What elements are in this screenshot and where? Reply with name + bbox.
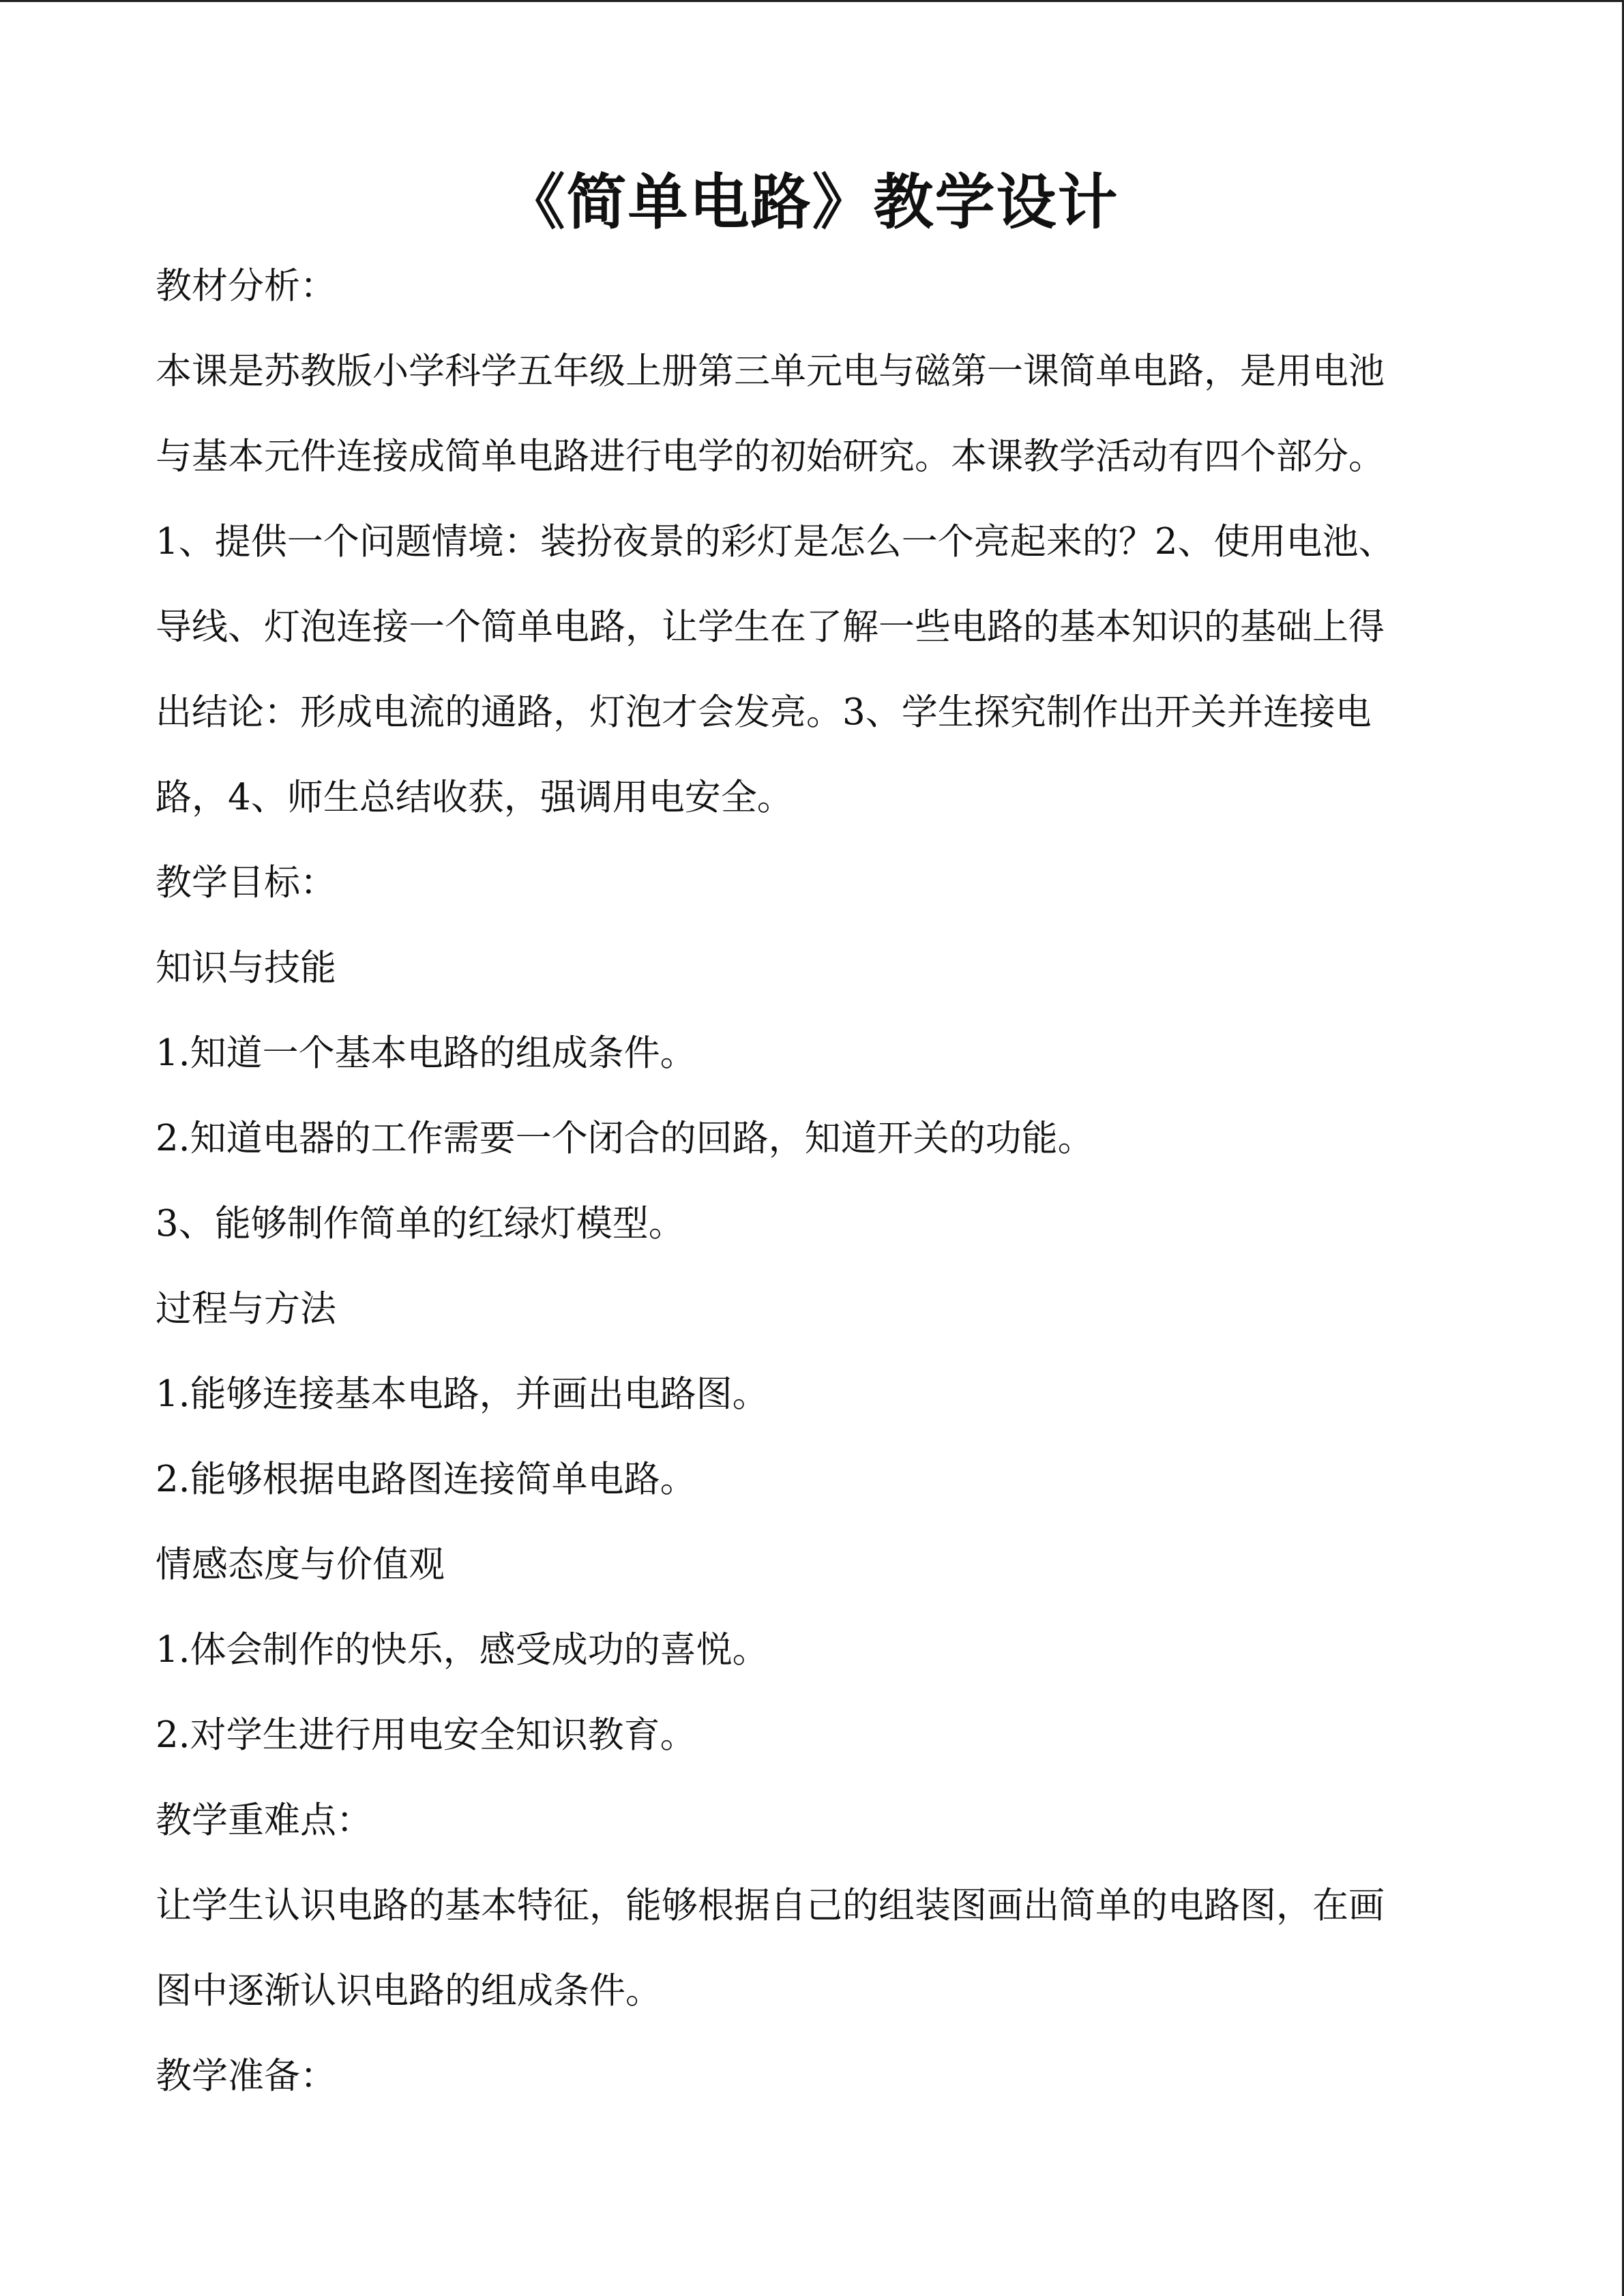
paragraph-line: 图中逐渐认识电路的组成条件。 <box>156 1970 662 2012</box>
section-heading-teaching-preparation: 教学准备： <box>156 2055 336 2097</box>
document-title: 《简单电路》教学设计 <box>505 166 1119 237</box>
list-item: 2.对学生进行用电安全知识教育。 <box>156 1714 696 1756</box>
paragraph-line: 导线、灯泡连接一个简单电路，让学生在了解一些电路的基本知识的基础上得 <box>156 606 1385 648</box>
document-body <box>156 243 1458 2119</box>
list-item: 1.体会制作的快乐，感受成功的喜悦。 <box>156 1629 769 1671</box>
paragraph-line: 与基本元件连接成简单电路进行电学的初始研究。本课教学活动有四个部分。 <box>156 436 1385 477</box>
subheading-process-methods: 过程与方法 <box>156 1288 336 1330</box>
list-item: 2.知道电器的工作需要一个闭合的回路，知道开关的功能。 <box>156 1118 1094 1159</box>
section-heading-teaching-goals: 教学目标： <box>156 862 336 904</box>
paragraph-line: 1、提供一个问题情境：装扮夜景的彩灯是怎么一个亮起来的？2、使用电池、 <box>156 521 1395 563</box>
section-heading-material-analysis: 教材分析： <box>156 265 336 307</box>
paragraph-line: 本课是苏教版小学科学五年级上册第三单元电与磁第一课简单电路，是用电池 <box>156 351 1385 392</box>
subheading-emotion-values: 情感态度与价值观 <box>156 1544 445 1585</box>
paragraph-line: 让学生认识电路的基本特征，能够根据自己的组装图画出简单的电路图，在画 <box>156 1885 1385 1926</box>
subheading-knowledge-skills: 知识与技能 <box>156 947 336 989</box>
section-heading-key-difficulties: 教学重难点： <box>156 1800 372 1841</box>
paragraph-line: 路，4、师生总结收获，强调用电安全。 <box>156 777 793 818</box>
paragraph-line: 出结论：形成电流的通路，灯泡才会发亮。3、学生探究制作出开关并连接电 <box>156 691 1372 733</box>
list-item: 3、能够制作简单的红绿灯模型。 <box>156 1203 685 1244</box>
list-item: 1.能够连接基本电路，并画出电路图。 <box>156 1373 769 1415</box>
list-item: 2.能够根据电路图连接简单电路。 <box>156 1459 696 1500</box>
list-item: 1.知道一个基本电路的组成条件。 <box>156 1032 696 1074</box>
